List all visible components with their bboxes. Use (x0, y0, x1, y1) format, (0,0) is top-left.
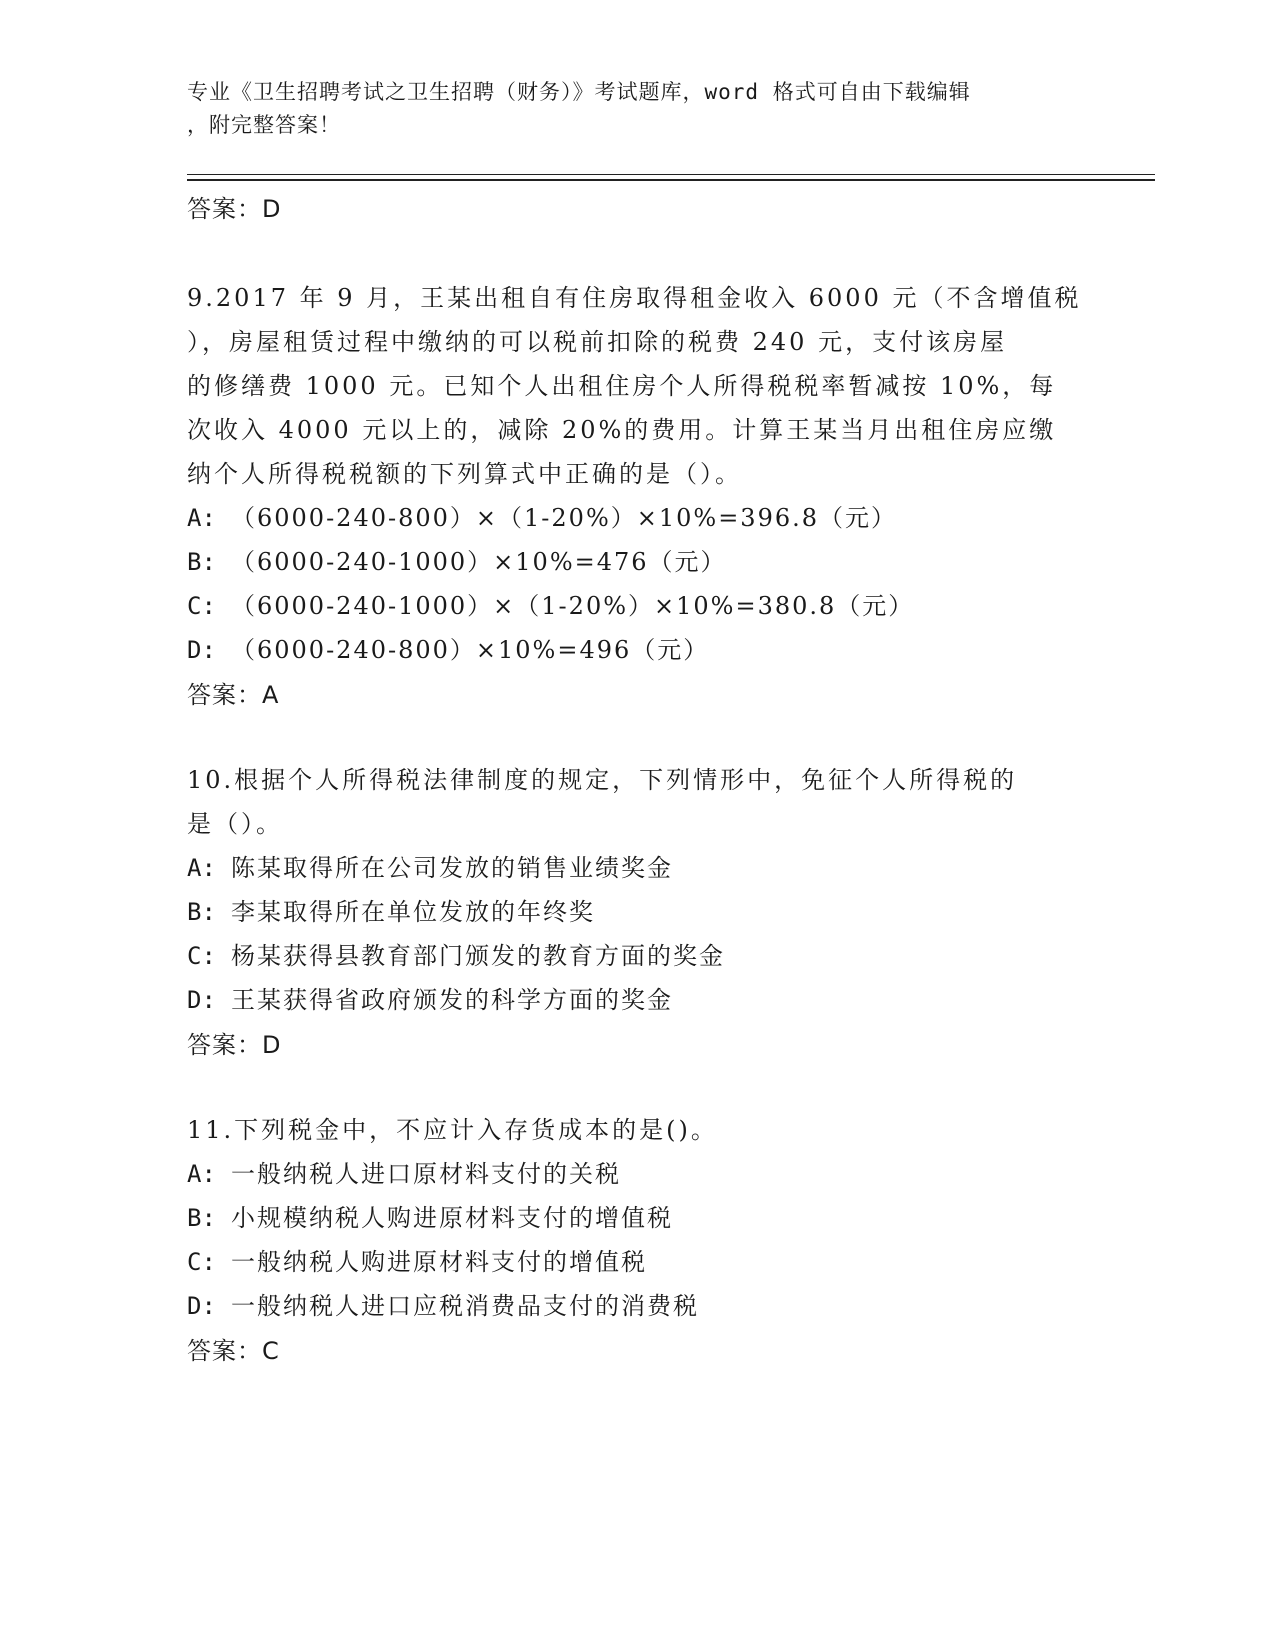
option-text: 一般纳税人进口应税消费品支付的消费税 (231, 1292, 699, 1320)
option-text: （6000-240-800）×（1-20%）×10%=396.8（元） (231, 504, 898, 532)
option-text: 李某取得所在单位发放的年终奖 (231, 898, 595, 926)
option-letter: B: (187, 898, 216, 926)
option-letter: C: (187, 1248, 216, 1276)
option-letter: D: (187, 986, 216, 1014)
header-rule-top (187, 174, 1155, 175)
option-c (187, 589, 914, 623)
option-letter: C: (187, 592, 216, 620)
answer-q11: 答案：C (187, 1337, 280, 1365)
option-letter: C: (187, 942, 216, 970)
option-letter: D: (187, 1292, 216, 1320)
option-c (187, 1245, 647, 1279)
option-letter: D: (187, 636, 216, 664)
option-d (187, 983, 673, 1017)
option-letter: A: (187, 854, 216, 882)
question-text-line: 次收入 4000 元以上的，减除 20%的费用。计算王某当月出租住房应缴 (187, 416, 1057, 444)
option-text: （6000-240-1000）×10%=476（元） (231, 548, 727, 576)
question-text-line: 的修缮费 1000 元。已知个人出租住房个人所得税税率暂减按 10%，每 (187, 372, 1057, 400)
question-text-line: 10.根据个人所得税法律制度的规定，下列情形中，免征个人所得税的 (187, 766, 1018, 794)
header-line-1: 专业《卫生招聘考试之卫生招聘（财务）》考试题库，word 格式可自由下载编辑 (187, 80, 971, 104)
option-text: 一般纳税人进口原材料支付的关税 (231, 1160, 621, 1188)
option-text: 杨某获得县教育部门颁发的教育方面的奖金 (231, 942, 725, 970)
option-d (187, 633, 709, 667)
answer-q8: 答案：D (187, 195, 282, 223)
option-text: 陈某取得所在公司发放的销售业绩奖金 (231, 854, 673, 882)
option-a (187, 1157, 621, 1191)
option-b (187, 1201, 673, 1235)
option-text: 王某获得省政府颁发的科学方面的奖金 (231, 986, 673, 1014)
header-line-2: ，附完整答案！ (187, 113, 341, 137)
option-text: （6000-240-800）×10%=496（元） (231, 636, 710, 664)
option-text: 一般纳税人购进原材料支付的增值税 (231, 1248, 647, 1276)
question-text-line: 9.2017 年 9 月，王某出租自有住房取得租金收入 6000 元（不含增值税 (187, 284, 1082, 312)
question-text-line: 纳个人所得税税额的下列算式中正确的是（）。 (187, 460, 742, 488)
option-letter: A: (187, 504, 216, 532)
option-text: （6000-240-1000）×（1-20%）×10%=380.8（元） (231, 592, 915, 620)
option-b (187, 545, 727, 579)
header-rule-bottom (187, 179, 1155, 181)
question-text-line: 是（）。 (187, 810, 283, 838)
question-text-line: ），房屋租赁过程中缴纳的可以税前扣除的税费 240 元，支付该房屋 (187, 328, 1008, 356)
option-d (187, 1289, 699, 1323)
option-b (187, 895, 595, 929)
option-a (187, 851, 673, 885)
option-c (187, 939, 725, 973)
document-header (187, 76, 1067, 142)
option-a (187, 501, 897, 535)
answer-q10: 答案：D (187, 1031, 282, 1059)
option-letter: A: (187, 1160, 216, 1188)
answer-q9: 答案：A (187, 681, 280, 709)
option-text: 小规模纳税人购进原材料支付的增值税 (231, 1204, 673, 1232)
option-letter: B: (187, 548, 216, 576)
option-letter: B: (187, 1204, 216, 1232)
question-text-line: 11.下列税金中，不应计入存货成本的是()。 (187, 1116, 718, 1144)
